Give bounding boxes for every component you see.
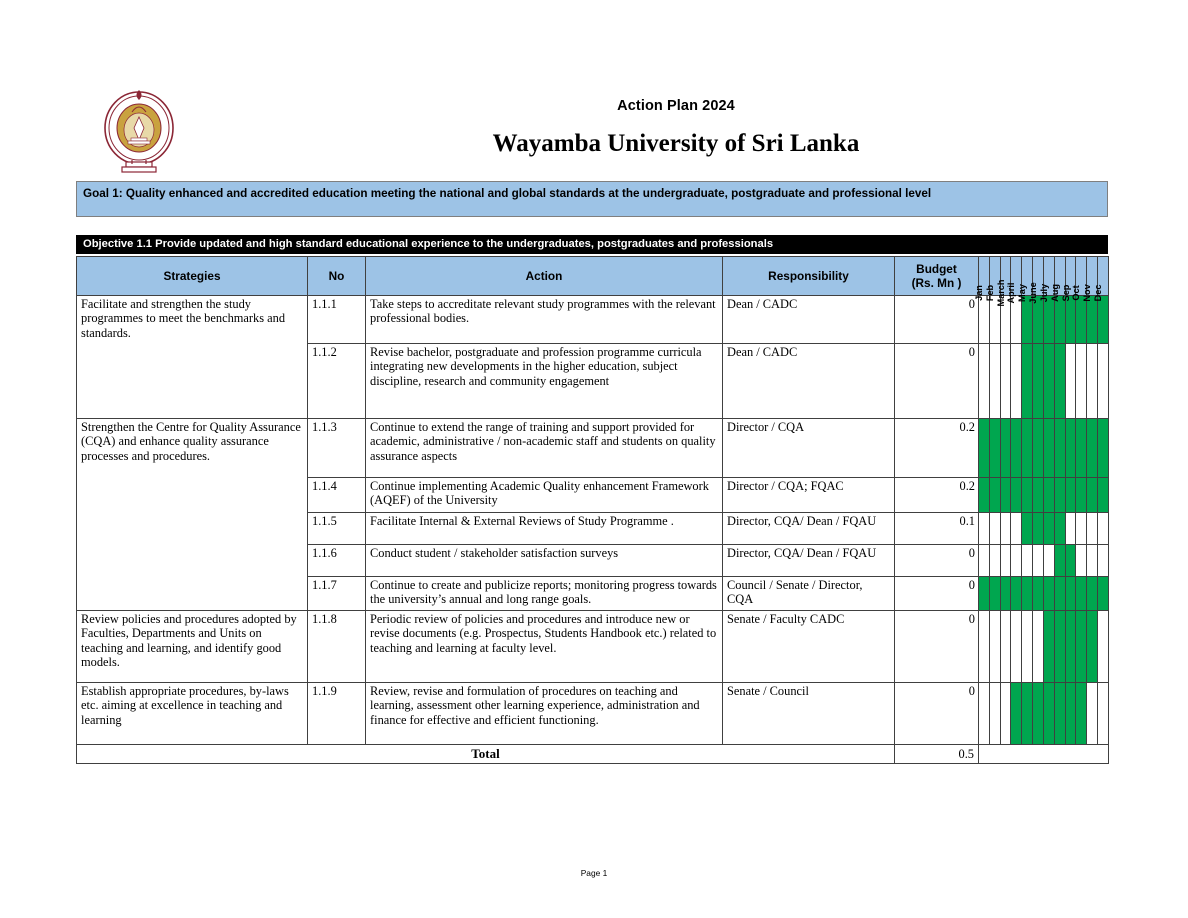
cell-action: Periodic review of policies and procedures and introduce new or revise documents (e.g. Prospectus, Students Handbook etc.) related to teaching and learning at faculty level. — [366, 611, 723, 683]
gantt-cell-nov — [1087, 611, 1098, 683]
gantt-cell-dec — [1098, 419, 1109, 478]
gantt-cell-aug — [1054, 577, 1065, 611]
gantt-cell-sep — [1065, 296, 1076, 344]
gantt-cell-june — [1033, 344, 1044, 419]
month-label: July — [1038, 283, 1049, 303]
gantt-cell-may — [1022, 419, 1033, 478]
cell-action: Continue implementing Academic Quality enhancement Framework (AQEF) of the University — [366, 478, 723, 513]
cell-action: Conduct student / stakeholder satisfaction surveys — [366, 545, 723, 577]
gantt-cell-march — [1000, 577, 1011, 611]
gantt-cell-sep — [1065, 478, 1076, 513]
month-label: Aug — [1049, 284, 1060, 302]
cell-no: 1.1.7 — [308, 577, 366, 611]
gantt-cell-june — [1033, 545, 1044, 577]
cell-responsibility: Director, CQA/ Dean / FQAU — [723, 513, 895, 545]
gantt-cell-july — [1043, 513, 1054, 545]
cell-responsibility: Senate / Council — [723, 683, 895, 745]
gantt-cell-oct — [1076, 419, 1087, 478]
gantt-cell-sep — [1065, 545, 1076, 577]
gantt-cell-dec — [1098, 611, 1109, 683]
month-label: March — [995, 279, 1006, 307]
gantt-cell-aug — [1054, 478, 1065, 513]
gantt-cell-nov — [1087, 683, 1098, 745]
cell-no: 1.1.5 — [308, 513, 366, 545]
gantt-cell-jan — [979, 611, 990, 683]
goal-banner: Goal 1: Quality enhanced and accredited education meeting the national and global standards at the undergraduate, postgraduate and professional level — [76, 181, 1108, 217]
total-label: Total — [77, 745, 895, 764]
col-header-strategies: Strategies — [77, 257, 308, 296]
cell-responsibility: Director / CQA; FQAC — [723, 478, 895, 513]
cell-budget: 0 — [895, 611, 979, 683]
gantt-cell-sep — [1065, 683, 1076, 745]
total-budget-value: 0.5 — [895, 745, 979, 764]
gantt-cell-may — [1022, 577, 1033, 611]
cell-budget: 0 — [895, 545, 979, 577]
table-body — [77, 296, 1109, 764]
gantt-cell-march — [1000, 683, 1011, 745]
col-header-responsibility: Responsibility — [723, 257, 895, 296]
document-header — [76, 84, 1106, 176]
gantt-cell-june — [1033, 513, 1044, 545]
cell-strategy: Establish appropriate procedures, by-laws etc. aiming at excellence in teaching and learning — [77, 683, 308, 745]
gantt-cell-oct — [1076, 296, 1087, 344]
cell-no: 1.1.3 — [308, 419, 366, 478]
gantt-cell-dec — [1098, 683, 1109, 745]
gantt-cell-oct — [1076, 577, 1087, 611]
gantt-cell-june — [1033, 478, 1044, 513]
gantt-cell-oct — [1076, 683, 1087, 745]
cell-no: 1.1.8 — [308, 611, 366, 683]
gantt-cell-feb — [989, 478, 1000, 513]
gantt-cell-sep — [1065, 513, 1076, 545]
gantt-cell-nov — [1087, 545, 1098, 577]
gantt-cell-june — [1033, 611, 1044, 683]
cell-responsibility: Senate / Faculty CADC — [723, 611, 895, 683]
col-header-no: No — [308, 257, 366, 296]
gantt-cell-april — [1011, 344, 1022, 419]
cell-strategy: Strengthen the Centre for Quality Assurance (CQA) and enhance quality assurance processes and procedures. — [77, 419, 308, 611]
gantt-cell-july — [1043, 545, 1054, 577]
cell-budget: 0 — [895, 577, 979, 611]
gantt-cell-july — [1043, 683, 1054, 745]
gantt-cell-jan — [979, 545, 990, 577]
gantt-cell-march — [1000, 513, 1011, 545]
gantt-cell-nov — [1087, 344, 1098, 419]
cell-action: Review, revise and formulation of procedures on teaching and learning, assessment other learning experience, administration and finance for effective and efficient functioning. — [366, 683, 723, 745]
gantt-cell-feb — [989, 577, 1000, 611]
gantt-cell-july — [1043, 419, 1054, 478]
gantt-cell-aug — [1054, 513, 1065, 545]
total-gantt-blank — [979, 745, 1109, 764]
gantt-cell-april — [1011, 545, 1022, 577]
col-header-month-dec — [1093, 257, 1109, 302]
cell-budget: 0 — [895, 683, 979, 745]
gantt-cell-dec — [1098, 577, 1109, 611]
table-row — [77, 683, 1109, 745]
gantt-cell-sep — [1065, 419, 1076, 478]
cell-budget: 0.2 — [895, 419, 979, 478]
gantt-cell-march — [1000, 545, 1011, 577]
month-label: Jan — [973, 285, 984, 301]
cell-no: 1.1.2 — [308, 344, 366, 419]
cell-budget: 0 — [895, 296, 979, 344]
gantt-cell-nov — [1087, 478, 1098, 513]
gantt-cell-dec — [1098, 478, 1109, 513]
gantt-cell-april — [1011, 577, 1022, 611]
cell-action: Take steps to accreditate relevant study programmes with the relevant professional bodies. — [366, 296, 723, 344]
gantt-cell-oct — [1076, 344, 1087, 419]
gantt-cell-april — [1011, 419, 1022, 478]
gantt-cell-aug — [1054, 344, 1065, 419]
month-label: Sep — [1060, 284, 1071, 302]
gantt-cell-feb — [989, 513, 1000, 545]
gantt-cell-jan — [979, 577, 990, 611]
month-label: June — [1028, 282, 1039, 304]
col-header-action: Action — [366, 257, 723, 296]
objective-bar: Objective 1.1 Provide updated and high standard educational experience to the undergraduates, postgraduates and professionals — [76, 235, 1108, 254]
gantt-cell-april — [1011, 683, 1022, 745]
gantt-cell-feb — [989, 344, 1000, 419]
table-row — [77, 419, 1109, 478]
gantt-cell-march — [1000, 611, 1011, 683]
gantt-cell-july — [1043, 344, 1054, 419]
gantt-cell-april — [1011, 611, 1022, 683]
gantt-cell-oct — [1076, 545, 1087, 577]
gantt-cell-july — [1043, 296, 1054, 344]
gantt-cell-may — [1022, 611, 1033, 683]
gantt-cell-march — [1000, 419, 1011, 478]
gantt-cell-aug — [1054, 296, 1065, 344]
gantt-cell-june — [1033, 683, 1044, 745]
cell-strategy: Review policies and procedures adopted by Faculties, Departments and Units on teaching and learning, and identify good models. — [77, 611, 308, 683]
table-row — [77, 296, 1109, 344]
total-row — [77, 745, 1109, 764]
gantt-cell-aug — [1054, 545, 1065, 577]
gantt-cell-july — [1043, 478, 1054, 513]
gantt-cell-nov — [1087, 513, 1098, 545]
gantt-cell-sep — [1065, 577, 1076, 611]
month-label: Oct — [1071, 285, 1082, 301]
gantt-cell-dec — [1098, 344, 1109, 419]
gantt-cell-feb — [989, 545, 1000, 577]
gantt-cell-march — [1000, 478, 1011, 513]
gantt-cell-jan — [979, 419, 990, 478]
cell-action: Continue to create and publicize reports; monitoring progress towards the university’s annual and long range goals. — [366, 577, 723, 611]
month-label: Nov — [1082, 284, 1093, 302]
gantt-cell-dec — [1098, 545, 1109, 577]
gantt-cell-sep — [1065, 611, 1076, 683]
gantt-cell-june — [1033, 419, 1044, 478]
title-block — [256, 98, 1096, 158]
gantt-cell-oct — [1076, 611, 1087, 683]
cell-budget: 0.2 — [895, 478, 979, 513]
cell-budget: 0 — [895, 344, 979, 419]
budget-label-line1: Budget — [916, 262, 957, 276]
cell-budget: 0.1 — [895, 513, 979, 545]
cell-strategy: Facilitate and strengthen the study programmes to meet the benchmarks and standards. — [77, 296, 308, 419]
table-header-row — [77, 257, 1109, 296]
gantt-cell-march — [1000, 344, 1011, 419]
gantt-cell-april — [1011, 513, 1022, 545]
gantt-cell-may — [1022, 683, 1033, 745]
col-header-budget — [895, 257, 979, 296]
cell-action: Revise bachelor, postgraduate and profession programme curricula integrating new developments in the higher education, subject discipline, research and community engagement — [366, 344, 723, 419]
cell-responsibility: Council / Senate / Director, CQA — [723, 577, 895, 611]
gantt-cell-jan — [979, 513, 990, 545]
cell-no: 1.1.9 — [308, 683, 366, 745]
gantt-cell-jan — [979, 683, 990, 745]
gantt-cell-aug — [1054, 611, 1065, 683]
month-label: May — [1017, 284, 1028, 302]
gantt-cell-dec — [1098, 513, 1109, 545]
gantt-cell-may — [1022, 344, 1033, 419]
page-footer: Page 1 — [580, 868, 608, 878]
month-label: Dec — [1093, 284, 1104, 302]
month-label: April — [1006, 282, 1017, 304]
gantt-cell-dec — [1098, 296, 1109, 344]
cell-responsibility: Director / CQA — [723, 419, 895, 478]
document-subtitle: Action Plan 2024 — [617, 98, 735, 114]
gantt-cell-july — [1043, 577, 1054, 611]
gantt-cell-nov — [1087, 577, 1098, 611]
cell-responsibility: Dean / CADC — [723, 344, 895, 419]
action-plan-table — [76, 256, 1109, 764]
gantt-cell-oct — [1076, 513, 1087, 545]
gantt-cell-june — [1033, 577, 1044, 611]
gantt-cell-may — [1022, 513, 1033, 545]
gantt-cell-april — [1011, 478, 1022, 513]
gantt-cell-jan — [979, 296, 990, 344]
page-title: Wayamba University of Sri Lanka — [492, 130, 860, 157]
cell-responsibility: Director, CQA/ Dean / FQAU — [723, 545, 895, 577]
gantt-cell-nov — [1087, 296, 1098, 344]
month-label: Feb — [984, 284, 995, 302]
gantt-cell-jan — [979, 478, 990, 513]
gantt-cell-nov — [1087, 419, 1098, 478]
gantt-cell-feb — [989, 419, 1000, 478]
gantt-cell-sep — [1065, 344, 1076, 419]
budget-label-line2: (Rs. Mn ) — [911, 276, 962, 290]
cell-action: Continue to extend the range of training and support provided for academic, administrative / non-academic staff and students on quality assurance aspects — [366, 419, 723, 478]
gantt-cell-may — [1022, 478, 1033, 513]
gantt-cell-oct — [1076, 478, 1087, 513]
gantt-cell-aug — [1054, 419, 1065, 478]
gantt-cell-july — [1043, 611, 1054, 683]
university-crest-icon — [96, 84, 182, 174]
cell-no: 1.1.6 — [308, 545, 366, 577]
table-row — [77, 611, 1109, 683]
cell-responsibility: Dean / CADC — [723, 296, 895, 344]
gantt-cell-jan — [979, 344, 990, 419]
cell-no: 1.1.4 — [308, 478, 366, 513]
gantt-cell-aug — [1054, 683, 1065, 745]
gantt-cell-feb — [989, 611, 1000, 683]
gantt-cell-may — [1022, 545, 1033, 577]
cell-no: 1.1.1 — [308, 296, 366, 344]
cell-action: Facilitate Internal & External Reviews of Study Programme . — [366, 513, 723, 545]
action-plan-table-wrapper — [76, 256, 1108, 764]
gantt-cell-feb — [989, 683, 1000, 745]
